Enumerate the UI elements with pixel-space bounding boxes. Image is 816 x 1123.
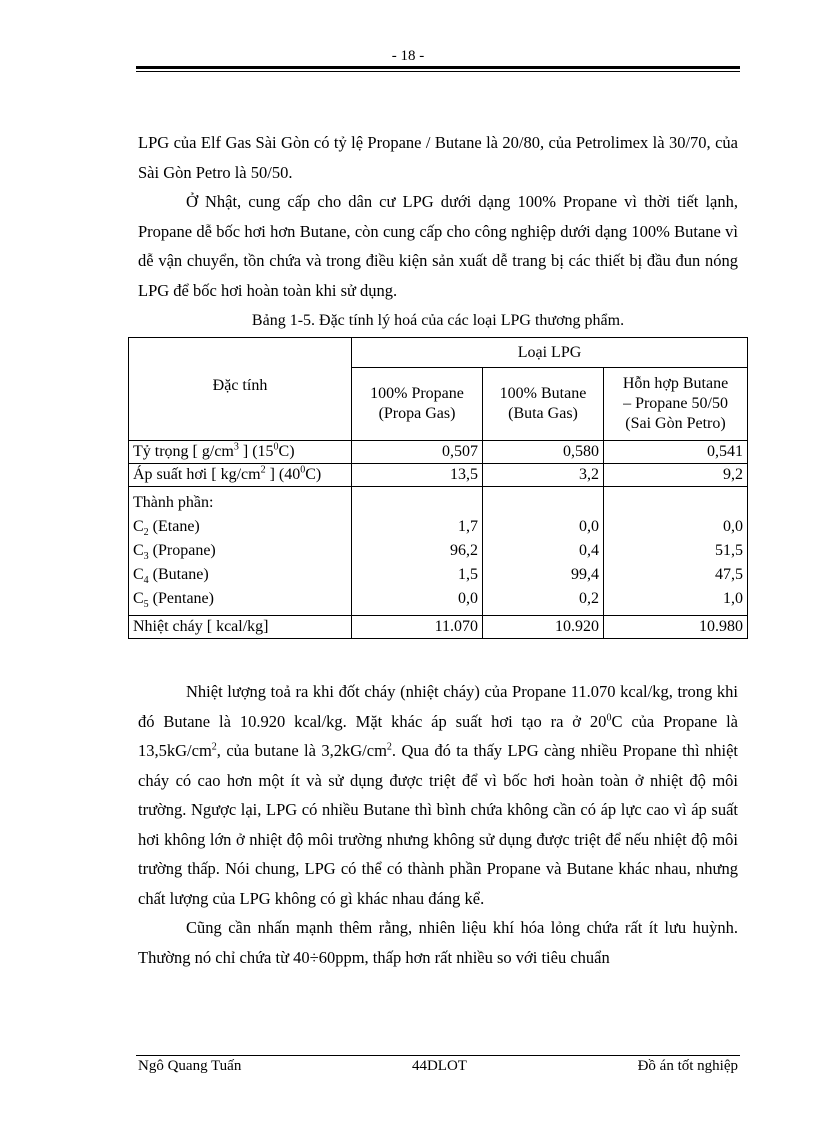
composition-propane: [352, 487, 483, 616]
vapor-butane: 3,2: [483, 464, 604, 487]
vapor-mix: 9,2: [604, 464, 748, 487]
density-butane: 0,580: [483, 441, 604, 464]
c3-mix: 51,5: [715, 542, 743, 559]
header-propane: [352, 368, 483, 441]
header-mix-line3: (Sai Gòn Petro): [625, 415, 726, 432]
header-mix: [604, 368, 748, 441]
footer-class-code: 44DLOT: [411, 1058, 467, 1074]
heat-mix: 10.980: [604, 616, 748, 639]
composition-mix: [604, 487, 748, 616]
heat-butane: 10.920: [483, 616, 604, 639]
c4-propane: 1,5: [458, 566, 478, 583]
header-rule: [136, 66, 740, 69]
density-propane: 0,507: [352, 441, 483, 464]
composition-c3-label: $C_3$ (Propane): [133, 542, 216, 563]
lpg-properties-table: [128, 337, 748, 639]
header-lpg-type: Loại LPG: [352, 338, 748, 368]
table-row-density: [129, 441, 748, 464]
c4-butane: 99,4: [571, 566, 599, 583]
vapor-propane: 13,5: [352, 464, 483, 487]
vapor-pressure-label: Áp suất hơi [ $kg/cm^2$ ] $(40^0C)$: [129, 464, 352, 487]
composition-title: Thành phần:: [133, 494, 214, 511]
composition-c2-label: $C_2$ (Etane): [133, 518, 200, 539]
c5-butane: 0,2: [579, 590, 599, 607]
c3-propane: 96,2: [450, 542, 478, 559]
header-propane-line2: (Propa Gas): [378, 405, 456, 422]
c4-mix: 47,5: [715, 566, 743, 583]
table-caption: Bảng 1-5. Đặc tính lý hoá của các loại LPG thương phẩm.: [251, 312, 625, 329]
c5-propane: 0,0: [458, 590, 478, 607]
composition-butane: [483, 487, 604, 616]
header-butane: [483, 368, 604, 441]
footer-author: Ngô Quang Tuấn: [138, 1058, 242, 1074]
table-row-heat: [129, 616, 748, 639]
page-content: [133, 128, 743, 972]
paragraph-japan: Ở Nhật, cung cấp cho dân cư LPG dưới dạng 100% Propane vì thời tiết lạnh, Propane dễ bốc hơi hơn Butane, còn cung cấp cho công nghiệp dưới dạng 100% Butane vì dễ vận chuyển, tồn chứa và trong điều kiện sản xuất dễ trang bị các thiết bị đầu đun nóng LPG để bốc hơi hoàn toàn khi sử dụng.: [138, 192, 738, 300]
composition-labels: [129, 487, 352, 616]
header-rule-thin: [136, 71, 740, 72]
c3-butane: 0,4: [579, 542, 599, 559]
footer-doc-type: Đồ án tốt nghiệp: [637, 1058, 738, 1074]
table-row-vapor-pressure: [129, 464, 748, 487]
c2-butane: 0,0: [579, 518, 599, 535]
paragraph-heat-comparison: Nhiệt lượng toả ra khi đốt cháy (nhiệt cháy) của Propane 11.070 kcal/kg, trong khi đó Butane là 10.920 kcal/kg. Mặt khác áp suất hơi tạo ra ở $20^0C$ của Propane là $13,5kG/cm^2$, của butane là $3,2kG/cm^2$. Qua đó ta thấy LPG càng nhiều Propane thì nhiệt cháy có cao hơn một ít và sử dụng được triệt để vì bốc hơi hoàn toàn ở nhiệt độ môi trường. Ngược lại, LPG có nhiều Butane thì bình chứa không cần có áp lực cao vì áp suất hơi không lớn ở nhiệt độ môi trường nhưng không sử dụng được triệt để nếu nhiệt độ môi trường thấp. Nói chung, LPG có thể có thành phần Propane và Butane khác nhau, nhưng chất lượng của LPG không có gì khác nhau đáng kể.: [138, 682, 738, 908]
paragraph-lpg-ratios: LPG của Elf Gas Sài Gòn có tỷ lệ Propane / Butane là 20/80, của Petrolimex là 30/70, của Sài Gòn Petro là 50/50.: [138, 133, 738, 182]
c5-mix: 1,0: [723, 590, 743, 607]
heat-label: Nhiệt cháy [ kcal/kg]: [129, 616, 352, 639]
header-propane-line1: 100% Propane: [370, 385, 464, 402]
table-row-composition: [129, 487, 748, 616]
c2-mix: 0,0: [723, 518, 743, 535]
page-footer: [138, 1058, 738, 1075]
density-label: Tỷ trọng [ $g/cm^3$ ] $(15^0C)$: [129, 441, 352, 464]
page-number: - 18 -: [391, 48, 425, 64]
paragraph-sulfur: Cũng cần nhấn mạnh thêm rằng, nhiên liệu khí hóa lỏng chứa rất ít lưu huỳnh. Thường nó chỉ chứa từ 40÷60ppm, thấp hơn rất nhiều so với tiêu chuẩn: [138, 918, 738, 967]
header-mix-line2: – Propane 50/50: [623, 395, 728, 412]
header-property: Đặc tính: [129, 338, 352, 441]
footer-rule: [136, 1055, 740, 1056]
table-header-row: [129, 338, 748, 368]
composition-c4-label: $C_4$ (Butane): [133, 566, 209, 587]
density-mix: 0,541: [604, 441, 748, 464]
header-butane-line1: 100% Butane: [499, 385, 587, 402]
header-mix-line1: Hỗn hợp Butane: [622, 375, 729, 392]
composition-c5-label: $C_5$ (Pentane): [133, 590, 214, 611]
c2-propane: 1,7: [458, 518, 478, 535]
heat-propane: 11.070: [352, 616, 483, 639]
header-butane-line2: (Buta Gas): [508, 405, 578, 422]
